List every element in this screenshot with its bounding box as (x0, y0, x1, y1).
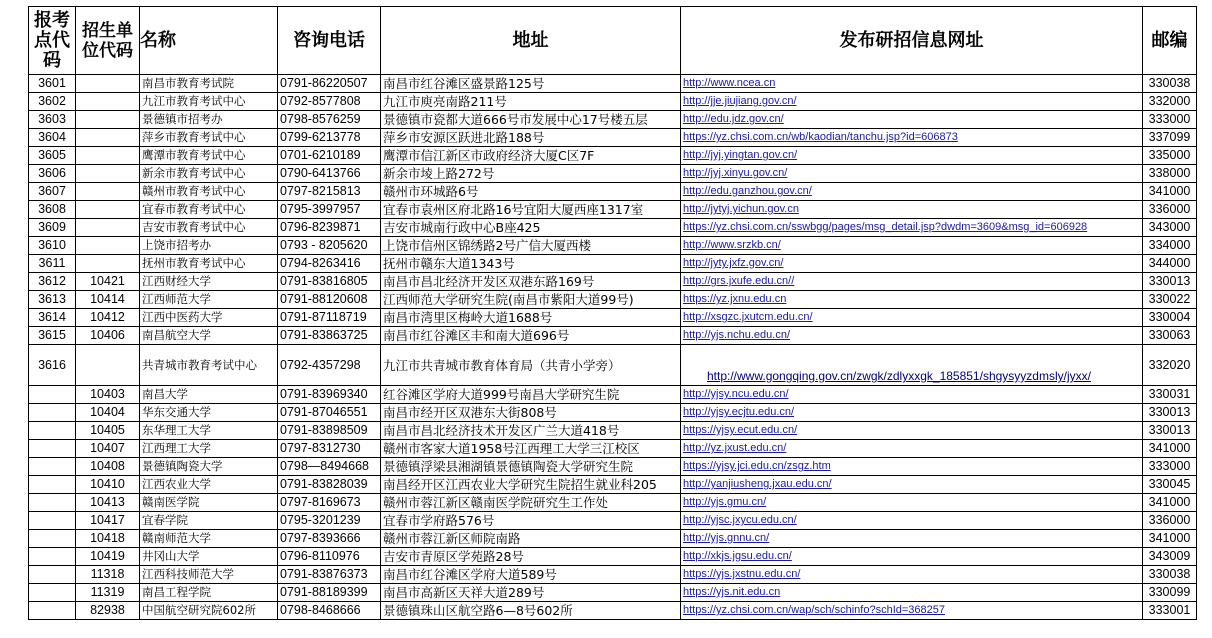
exam-info-table (28, 6, 1197, 620)
phone-cell: 0791-88189399 (278, 584, 381, 602)
exam-point-code-cell (29, 494, 76, 512)
zip-cell: 330013 (1143, 404, 1197, 422)
address-cell: 赣州市客家大道1958号江西理工大学三江校区 (381, 440, 681, 458)
zip-cell: 344000 (1143, 255, 1197, 273)
exam-point-code-cell (29, 440, 76, 458)
exam-point-code-cell (29, 530, 76, 548)
url-link[interactable]: http://yjsy.ecjtu.edu.cn/ (683, 406, 795, 418)
url-link[interactable]: https://yjsy.ecut.edu.cn/ (683, 424, 798, 436)
header-code-line: 报考 (34, 9, 70, 31)
unit-code-cell (76, 75, 140, 93)
header-unit-line: 招生单 (82, 20, 133, 41)
url-cell (681, 476, 1143, 494)
unit-code-cell: 10408 (76, 458, 140, 476)
url-cell (681, 237, 1143, 255)
exam-point-code-cell (29, 584, 76, 602)
table-row (29, 93, 1197, 111)
name-cell: 景德镇市招考办 (140, 111, 278, 129)
url-cell (681, 458, 1143, 476)
address-cell: 南昌市红谷滩区盛景路125号 (381, 75, 681, 93)
url-cell (681, 386, 1143, 404)
zip-cell: 343009 (1143, 548, 1197, 566)
zip-cell: 330013 (1143, 273, 1197, 291)
url-link[interactable]: http://jyty.jxfz.gov.cn/ (683, 257, 784, 269)
name-cell: 九江市教育考试中心 (140, 93, 278, 111)
unit-code-cell: 10403 (76, 386, 140, 404)
name-cell: 井冈山大学 (140, 548, 278, 566)
name-cell: 赣州市教育考试中心 (140, 183, 278, 201)
exam-point-code-cell (29, 458, 76, 476)
header-url: 发布研招信息网址 (681, 7, 1143, 75)
phone-cell: 0797-8312730 (278, 440, 381, 458)
name-cell: 宜春市教育考试中心 (140, 201, 278, 219)
url-link[interactable]: http://jje.jiujiang.gov.cn/ (683, 95, 797, 107)
address-cell: 宜春市学府路576号 (381, 512, 681, 530)
url-cell (681, 309, 1143, 327)
url-link[interactable]: https://yjs.nit.edu.cn (683, 586, 781, 598)
address-cell: 南昌市湾里区梅岭大道1688号 (381, 309, 681, 327)
table-row (29, 345, 1197, 386)
unit-code-cell (76, 255, 140, 273)
header-row (29, 7, 1197, 75)
zip-cell: 338000 (1143, 165, 1197, 183)
unit-code-cell (76, 129, 140, 147)
zip-cell: 332000 (1143, 93, 1197, 111)
unit-code-cell (76, 111, 140, 129)
address-cell: 南昌市经开区双港东大街808号 (381, 404, 681, 422)
url-link[interactable]: https://yjsy.jci.edu.cn/zsgz.htm (683, 460, 831, 472)
url-cell (681, 183, 1143, 201)
url-link[interactable]: http://jyj.xinyu.gov.cn/ (683, 167, 788, 179)
phone-cell: 0795-3201239 (278, 512, 381, 530)
table-row (29, 422, 1197, 440)
unit-code-cell: 10405 (76, 422, 140, 440)
unit-code-cell (76, 183, 140, 201)
address-cell: 萍乡市安源区跃进北路188号 (381, 129, 681, 147)
header-exam-point-code (29, 7, 76, 75)
exam-point-code-cell (29, 404, 76, 422)
url-cell (681, 255, 1143, 273)
url-cell (681, 530, 1143, 548)
address-cell: 赣州市蓉江新区赣南医学院研究生工作处 (381, 494, 681, 512)
unit-code-cell (76, 219, 140, 237)
unit-code-cell: 82938 (76, 602, 140, 620)
exam-point-code-cell: 3604 (29, 129, 76, 147)
table-row (29, 327, 1197, 345)
header-code-line: 码 (43, 49, 61, 71)
url-link[interactable]: http://yanjiusheng.jxau.edu.cn/ (683, 478, 832, 490)
url-link[interactable]: https://yz.chsi.com.cn/wb/kaodian/tanchu.jsp?id=606873 (683, 131, 958, 143)
address-cell: 南昌市昌北经济技术开发区广兰大道418号 (381, 422, 681, 440)
address-cell: 吉安市青原区学苑路28号 (381, 548, 681, 566)
url-cell (681, 345, 1143, 386)
table-row (29, 237, 1197, 255)
zip-cell: 334000 (1143, 237, 1197, 255)
name-cell: 宜春学院 (140, 512, 278, 530)
unit-code-cell: 10404 (76, 404, 140, 422)
header-unit-line: 位代码 (82, 40, 133, 61)
url-link[interactable]: http://jyj.yingtan.gov.cn/ (683, 149, 798, 161)
phone-cell: 0791-83898509 (278, 422, 381, 440)
table-row (29, 291, 1197, 309)
unit-code-cell: 10406 (76, 327, 140, 345)
url-cell (681, 327, 1143, 345)
phone-cell: 0792-8577808 (278, 93, 381, 111)
url-link[interactable]: http://yjsc.jxycu.edu.cn/ (683, 514, 797, 526)
phone-cell: 0796-8239871 (278, 219, 381, 237)
table-row (29, 165, 1197, 183)
url-link[interactable]: https://yjs.jxstnu.edu.cn/ (683, 568, 801, 580)
exam-point-code-cell: 3602 (29, 93, 76, 111)
url-cell (681, 147, 1143, 165)
name-cell: 抚州市教育考试中心 (140, 255, 278, 273)
unit-code-cell: 10418 (76, 530, 140, 548)
table-row (29, 386, 1197, 404)
url-link[interactable]: http://grs.jxufe.edu.cn// (683, 275, 795, 287)
table-row (29, 476, 1197, 494)
name-cell: 吉安市教育考试中心 (140, 219, 278, 237)
unit-code-cell (76, 147, 140, 165)
phone-cell: 0792-4357298 (278, 345, 381, 386)
exam-point-code-cell: 3605 (29, 147, 76, 165)
url-cell (681, 111, 1143, 129)
url-cell (681, 440, 1143, 458)
unit-code-cell: 10410 (76, 476, 140, 494)
zip-cell: 332020 (1143, 345, 1197, 386)
header-code-line: 点代 (34, 29, 70, 51)
unit-code-cell: 11319 (76, 584, 140, 602)
unit-code-cell: 10413 (76, 494, 140, 512)
header-unit-code (76, 7, 140, 75)
name-cell: 东华理工大学 (140, 422, 278, 440)
url-cell (681, 201, 1143, 219)
exam-point-code-cell: 3613 (29, 291, 76, 309)
zip-cell: 341000 (1143, 440, 1197, 458)
phone-cell: 0794-8263416 (278, 255, 381, 273)
zip-cell: 337099 (1143, 129, 1197, 147)
unit-code-cell (76, 345, 140, 386)
zip-cell: 330013 (1143, 422, 1197, 440)
unit-code-cell (76, 237, 140, 255)
exam-point-code-cell: 3601 (29, 75, 76, 93)
exam-point-code-cell (29, 548, 76, 566)
url-cell (681, 404, 1143, 422)
phone-cell: 0796-8110976 (278, 548, 381, 566)
address-cell: 九江市共青城市教育体育局（共青小学旁） (381, 345, 681, 386)
name-cell: 江西中医药大学 (140, 309, 278, 327)
address-cell: 赣州市蓉江新区师院南路 (381, 530, 681, 548)
exam-point-code-cell: 3611 (29, 255, 76, 273)
url-cell (681, 494, 1143, 512)
url-link[interactable]: http://www.srzkb.cn/ (683, 239, 781, 251)
name-cell: 中国航空研究院602所 (140, 602, 278, 620)
zip-cell: 341000 (1143, 494, 1197, 512)
table-row (29, 273, 1197, 291)
name-cell: 景德镇陶瓷大学 (140, 458, 278, 476)
phone-cell: 0791-83828039 (278, 476, 381, 494)
exam-point-code-cell: 3606 (29, 165, 76, 183)
url-cell (681, 273, 1143, 291)
unit-code-cell: 10421 (76, 273, 140, 291)
address-cell: 赣州市环城路6号 (381, 183, 681, 201)
address-cell: 南昌市昌北经济开发区双港东路169号 (381, 273, 681, 291)
phone-cell: 0797-8215813 (278, 183, 381, 201)
unit-code-cell: 10407 (76, 440, 140, 458)
table-row (29, 219, 1197, 237)
url-cell (681, 291, 1143, 309)
address-cell: 景德镇浮梁县湘湖镇景德镇陶瓷大学研究生院 (381, 458, 681, 476)
url-link[interactable]: http://www.gongqing.gov.cn/zwgk/zdlyxxgk_185851/shgysyyzdmsly/jyxx/ (707, 369, 1091, 383)
table-row (29, 494, 1197, 512)
url-cell (681, 548, 1143, 566)
name-cell: 鹰潭市教育考试中心 (140, 147, 278, 165)
zip-cell: 333000 (1143, 458, 1197, 476)
phone-cell: 0791-87118719 (278, 309, 381, 327)
url-link[interactable]: http://jytyj.yichun.gov.cn (683, 203, 799, 215)
table-row (29, 584, 1197, 602)
zip-cell: 335000 (1143, 147, 1197, 165)
exam-point-code-cell (29, 422, 76, 440)
zip-cell: 336000 (1143, 512, 1197, 530)
zip-cell: 330045 (1143, 476, 1197, 494)
table-row (29, 512, 1197, 530)
address-cell: 南昌市高新区天祥大道289号 (381, 584, 681, 602)
table-row (29, 201, 1197, 219)
name-cell: 江西财经大学 (140, 273, 278, 291)
zip-cell: 333001 (1143, 602, 1197, 620)
table-row (29, 548, 1197, 566)
phone-cell: 0798-8468666 (278, 602, 381, 620)
phone-cell: 0797-8169673 (278, 494, 381, 512)
name-cell: 赣南师范大学 (140, 530, 278, 548)
url-link[interactable]: https://yz.chsi.com.cn/sswbgg/pages/msg_detail.jsp?dwdm=3609&msg_id=606928 (683, 221, 1088, 233)
address-cell: 上饶市信州区锦绣路2号广信大厦西楼 (381, 237, 681, 255)
unit-code-cell: 11318 (76, 566, 140, 584)
url-cell (681, 219, 1143, 237)
name-cell: 南昌市教育考试院 (140, 75, 278, 93)
address-cell: 宜春市袁州区府北路16号宜阳大厦西座1317室 (381, 201, 681, 219)
unit-code-cell: 10419 (76, 548, 140, 566)
table-row (29, 129, 1197, 147)
name-cell: 上饶市招考办 (140, 237, 278, 255)
address-cell: 南昌市红谷滩区学府大道589号 (381, 566, 681, 584)
address-cell: 南昌经开区江西农业大学研究生院招生就业科205 (381, 476, 681, 494)
name-cell: 新余市教育考试中心 (140, 165, 278, 183)
exam-point-code-cell: 3607 (29, 183, 76, 201)
url-link[interactable]: http://xsgzc.jxutcm.edu.cn/ (683, 311, 813, 323)
zip-cell: 330063 (1143, 327, 1197, 345)
name-cell: 江西农业大学 (140, 476, 278, 494)
zip-cell: 330038 (1143, 75, 1197, 93)
zip-cell: 343000 (1143, 219, 1197, 237)
zip-cell: 330004 (1143, 309, 1197, 327)
url-cell (681, 566, 1143, 584)
phone-cell: 0798—8494668 (278, 458, 381, 476)
exam-point-code-cell: 3614 (29, 309, 76, 327)
table-row (29, 440, 1197, 458)
unit-code-cell: 10414 (76, 291, 140, 309)
exam-point-code-cell: 3609 (29, 219, 76, 237)
address-cell: 新余市堎上路272号 (381, 165, 681, 183)
zip-cell: 330031 (1143, 386, 1197, 404)
url-link[interactable]: http://yjsy.ncu.edu.cn/ (683, 388, 789, 400)
zip-cell: 341000 (1143, 183, 1197, 201)
url-cell (681, 93, 1143, 111)
header-phone: 咨询电话 (278, 7, 381, 75)
exam-point-code-cell (29, 476, 76, 494)
address-cell: 景德镇市瓷都大道666号市发展中心17号楼五层 (381, 111, 681, 129)
url-link[interactable]: http://yjs.gmu.cn/ (683, 496, 767, 508)
exam-point-code-cell: 3616 (29, 345, 76, 386)
zip-cell: 330022 (1143, 291, 1197, 309)
table-row (29, 602, 1197, 620)
zip-cell: 336000 (1143, 201, 1197, 219)
name-cell: 赣南医学院 (140, 494, 278, 512)
url-link[interactable]: http://edu.jdz.gov.cn/ (683, 113, 784, 125)
url-cell (681, 129, 1143, 147)
phone-cell: 0790-6413766 (278, 165, 381, 183)
phone-cell: 0798-8576259 (278, 111, 381, 129)
exam-point-code-cell (29, 386, 76, 404)
url-link[interactable]: http://www.ncea.cn (683, 77, 776, 89)
address-cell: 九江市庾亮南路211号 (381, 93, 681, 111)
name-cell: 共青城市教育考试中心 (140, 345, 278, 386)
phone-cell: 0791-86220507 (278, 75, 381, 93)
phone-cell: 0797-8393666 (278, 530, 381, 548)
url-link[interactable]: https://yz.chsi.com.cn/wap/sch/schinfo?schId=368257 (683, 604, 946, 616)
phone-cell: 0791-83816805 (278, 273, 381, 291)
exam-point-code-cell (29, 512, 76, 530)
header-address: 地址 (381, 7, 681, 75)
url-cell (681, 584, 1143, 602)
zip-cell: 333000 (1143, 111, 1197, 129)
table-row (29, 111, 1197, 129)
table-row (29, 147, 1197, 165)
unit-code-cell (76, 201, 140, 219)
exam-point-code-cell: 3615 (29, 327, 76, 345)
url-link[interactable]: http://xkjs.jgsu.edu.cn/ (683, 550, 792, 562)
url-link[interactable]: http://edu.ganzhou.gov.cn/ (683, 185, 812, 197)
name-cell: 江西理工大学 (140, 440, 278, 458)
name-cell: 华东交通大学 (140, 404, 278, 422)
zip-cell: 330099 (1143, 584, 1197, 602)
url-link[interactable]: http://yjs.nchu.edu.cn/ (683, 329, 791, 341)
name-cell: 南昌大学 (140, 386, 278, 404)
unit-code-cell (76, 93, 140, 111)
header-zip: 邮编 (1143, 7, 1197, 75)
name-cell: 江西师范大学 (140, 291, 278, 309)
phone-cell: 0793 - 8205620 (278, 237, 381, 255)
phone-cell: 0799-6213778 (278, 129, 381, 147)
exam-point-code-cell: 3608 (29, 201, 76, 219)
name-cell: 萍乡市教育考试中心 (140, 129, 278, 147)
unit-code-cell (76, 165, 140, 183)
url-cell (681, 512, 1143, 530)
table-row (29, 255, 1197, 273)
url-link[interactable]: http://yjs.gnnu.cn/ (683, 532, 770, 544)
phone-cell: 0791-83969340 (278, 386, 381, 404)
address-cell: 南昌市红谷滩区丰和南大道696号 (381, 327, 681, 345)
address-cell: 景德镇珠山区航空路6—8号602所 (381, 602, 681, 620)
exam-point-code-cell: 3612 (29, 273, 76, 291)
phone-cell: 0795-3997957 (278, 201, 381, 219)
phone-cell: 0791-83876373 (278, 566, 381, 584)
phone-cell: 0701-6210189 (278, 147, 381, 165)
exam-point-code-cell: 3610 (29, 237, 76, 255)
exam-point-code-cell: 3603 (29, 111, 76, 129)
url-link[interactable]: http://yz.jxust.edu.cn/ (683, 442, 787, 454)
phone-cell: 0791-83863725 (278, 327, 381, 345)
zip-cell: 330038 (1143, 566, 1197, 584)
table-row (29, 404, 1197, 422)
url-cell (681, 165, 1143, 183)
url-cell (681, 602, 1143, 620)
phone-cell: 0791-87046551 (278, 404, 381, 422)
table-row (29, 183, 1197, 201)
phone-cell: 0791-88120608 (278, 291, 381, 309)
table-row (29, 75, 1197, 93)
header-name: 名称 (140, 7, 278, 75)
url-link[interactable]: https://yz.jxnu.edu.cn (683, 293, 787, 305)
table-row (29, 530, 1197, 548)
address-cell: 吉安市城南行政中心B座425 (381, 219, 681, 237)
name-cell: 南昌工程学院 (140, 584, 278, 602)
url-cell (681, 75, 1143, 93)
name-cell: 南昌航空大学 (140, 327, 278, 345)
url-cell (681, 422, 1143, 440)
unit-code-cell: 10417 (76, 512, 140, 530)
table-row (29, 309, 1197, 327)
table-row (29, 566, 1197, 584)
address-cell: 红谷滩区学府大道999号南昌大学研究生院 (381, 386, 681, 404)
name-cell: 江西科技师范大学 (140, 566, 278, 584)
address-cell: 鹰潭市信江新区市政府经济大厦C区7F (381, 147, 681, 165)
address-cell: 江西师范大学研究生院(南昌市紫阳大道99号) (381, 291, 681, 309)
table-row (29, 458, 1197, 476)
exam-point-code-cell (29, 602, 76, 620)
unit-code-cell: 10412 (76, 309, 140, 327)
exam-point-code-cell (29, 566, 76, 584)
address-cell: 抚州市赣东大道1343号 (381, 255, 681, 273)
zip-cell: 341000 (1143, 530, 1197, 548)
